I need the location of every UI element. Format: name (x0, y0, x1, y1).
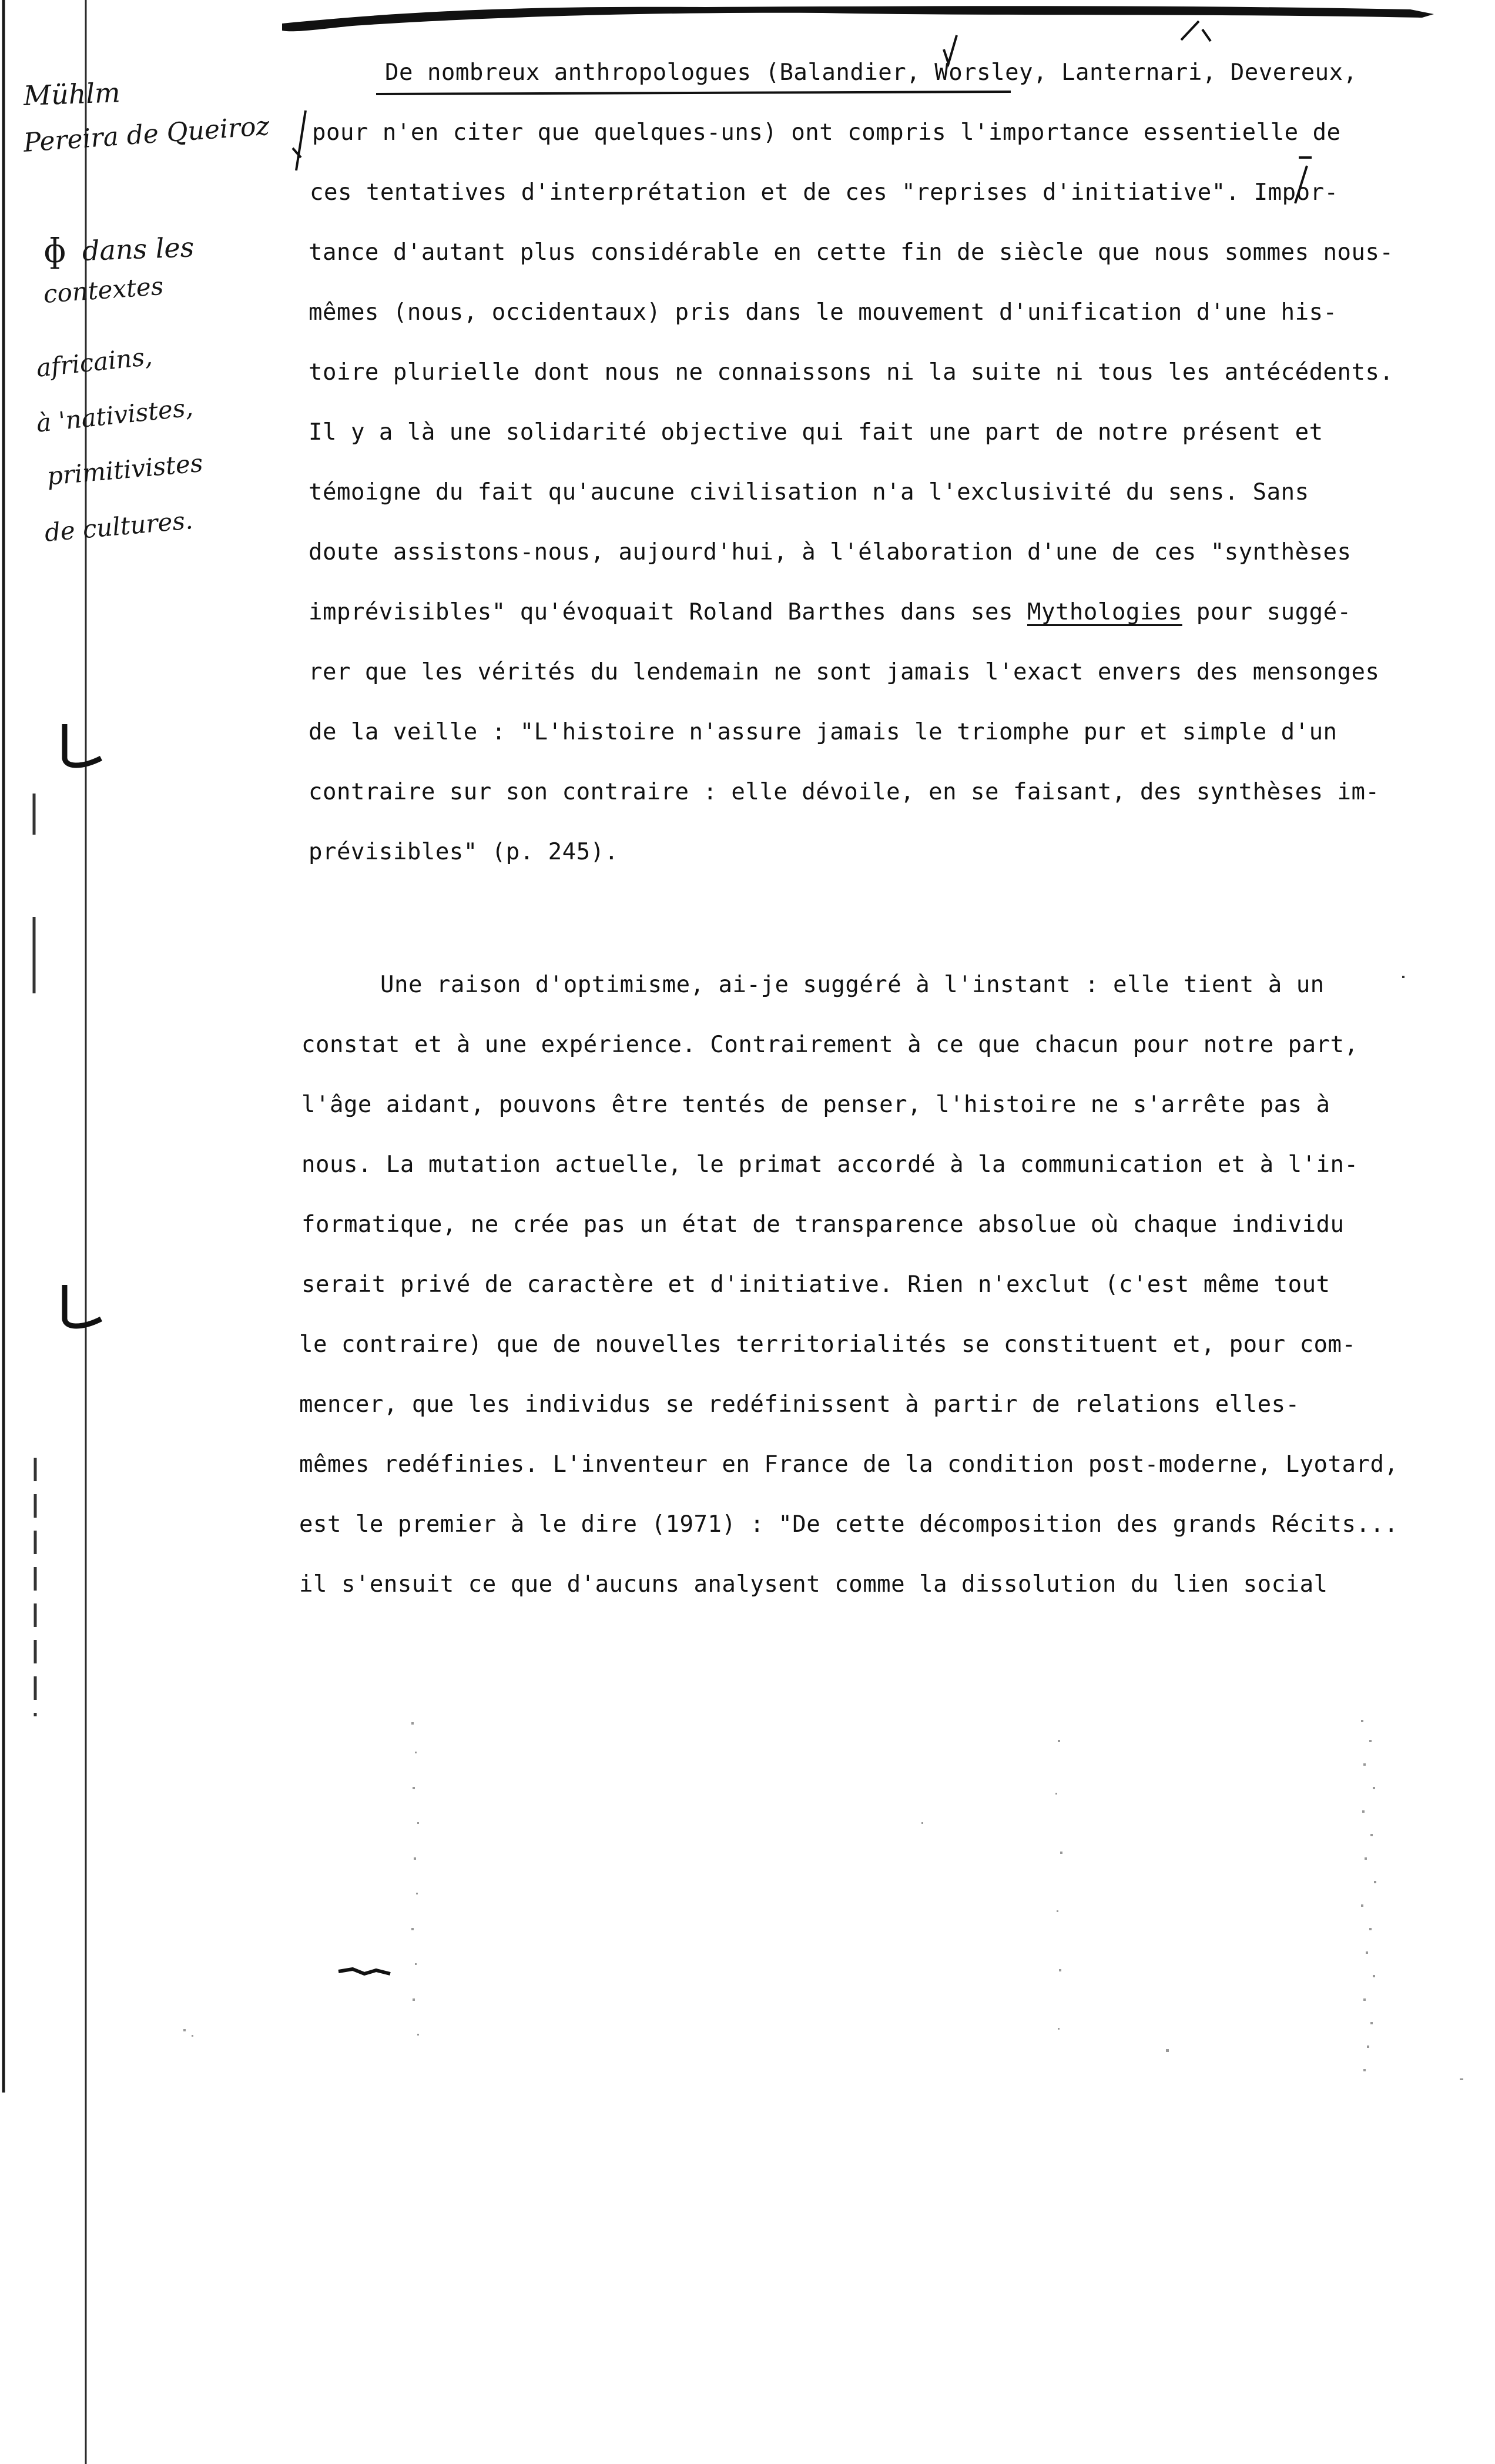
text-line: pour n'en citer que quelques-uns) ont compris l'importance essentielle de (312, 119, 1341, 146)
text-line: il s'ensuit ce que d'aucuns analysent comme la dissolution du lien social (299, 1571, 1328, 1598)
margin-note: de cultures. (43, 505, 195, 547)
margin-note: Mühlm (23, 76, 121, 112)
margin-insertion-stroke (293, 111, 306, 170)
text-line: serait privé de caractère et d'initiative. Rien n'exclut (c'est même tout (301, 1271, 1330, 1298)
top-scan-shadow (282, 6, 1434, 31)
margin-note-insertion-mark: ɸ (43, 232, 66, 270)
text-line: mêmes (nous, occidentaux) pris dans le mouvement d'unification d'une his- (309, 299, 1338, 326)
text-line: contraire sur son contraire : elle dévoile, en se faisant, des synthèses im- (309, 779, 1380, 805)
book-title-mythologies: Mythologies (1027, 599, 1182, 625)
text-line: mêmes redéfinies. L'inventeur en France de la condition post-moderne, Lyotard, (299, 1451, 1399, 1478)
text-line: De nombreux anthropologues (Balandier, Worsley, Lanternari, Devereux, (385, 59, 1357, 86)
handwritten-underline (376, 92, 1011, 94)
text-fragment: pour suggé- (1182, 599, 1352, 625)
scan-noise (183, 1720, 1463, 2080)
text-line: nous. La mutation actuelle, le primat accordé à la communication et à l'in- (301, 1151, 1359, 1178)
text-line: prévisibles" (p. 245). (309, 839, 619, 865)
text-fragment: imprévisibles" qu'évoquait Roland Barthes dans ses (309, 599, 1027, 625)
text-line: rer que les vérités du lendemain ne sont jamais l'exact envers des mensonges (309, 659, 1380, 685)
text-line: toire plurielle dont nous ne connaissons ni la suite ni tous les antécédents. (309, 359, 1394, 386)
margin-note: à 'nativistes, (35, 393, 195, 438)
margin-bracket-1 (65, 724, 101, 765)
text-line: constat et à une expérience. Contrairement à ce que chacun pour notre part, (301, 1032, 1359, 1058)
margin-bracket-2 (65, 1285, 101, 1326)
text-line: formatique, ne crée pas un état de transparence absolue où chaque individu (301, 1211, 1345, 1238)
text-line: l'âge aidant, pouvons être tentés de penser, l'histoire ne s'arrête pas à (301, 1092, 1330, 1118)
correction-mark-lanternari (1181, 21, 1211, 41)
text-line: mencer, que les individus se redéfinissent à partir de relations elles- (299, 1391, 1300, 1418)
text-line: témoigne du fait qu'aucune civilisation n'a l'exclusivité du sens. Sans (309, 479, 1309, 505)
text-line: ces tentatives d'interprétation et de ces "reprises d'initiative". Impor- (310, 179, 1339, 206)
text-line: le contraire) que de nouvelles territorialités se constituent et, pour com- (299, 1331, 1356, 1358)
text-line: Il y a là une solidarité objective qui fait une part de notre présent et (309, 419, 1323, 446)
margin-note: africains, (35, 342, 154, 383)
text-line: tance d'autant plus considérable en cette fin de siècle que nous sommes nous- (309, 239, 1394, 266)
margin-note: contextes (42, 271, 165, 309)
text-line (309, 601, 1352, 624)
margin-note: dans les (82, 231, 195, 267)
text-line: Une raison d'optimisme, ai-je suggéré à l'instant : elle tient à un (380, 972, 1325, 998)
margin-note: primitivistes (45, 448, 205, 491)
text-line: de la veille : "L'histoire n'assure jamais le triomphe pur et simple d'un (309, 719, 1338, 745)
smudge-mark (338, 1969, 390, 1974)
text-line: doute assistons-nous, aujourd'hui, à l'élaboration d'une de ces "synthèses (309, 539, 1352, 565)
text-line: est le premier à le dire (1971) : "De cette décomposition des grands Récits... (299, 1511, 1399, 1538)
margin-note: Pereira de Queiroz (22, 111, 271, 158)
